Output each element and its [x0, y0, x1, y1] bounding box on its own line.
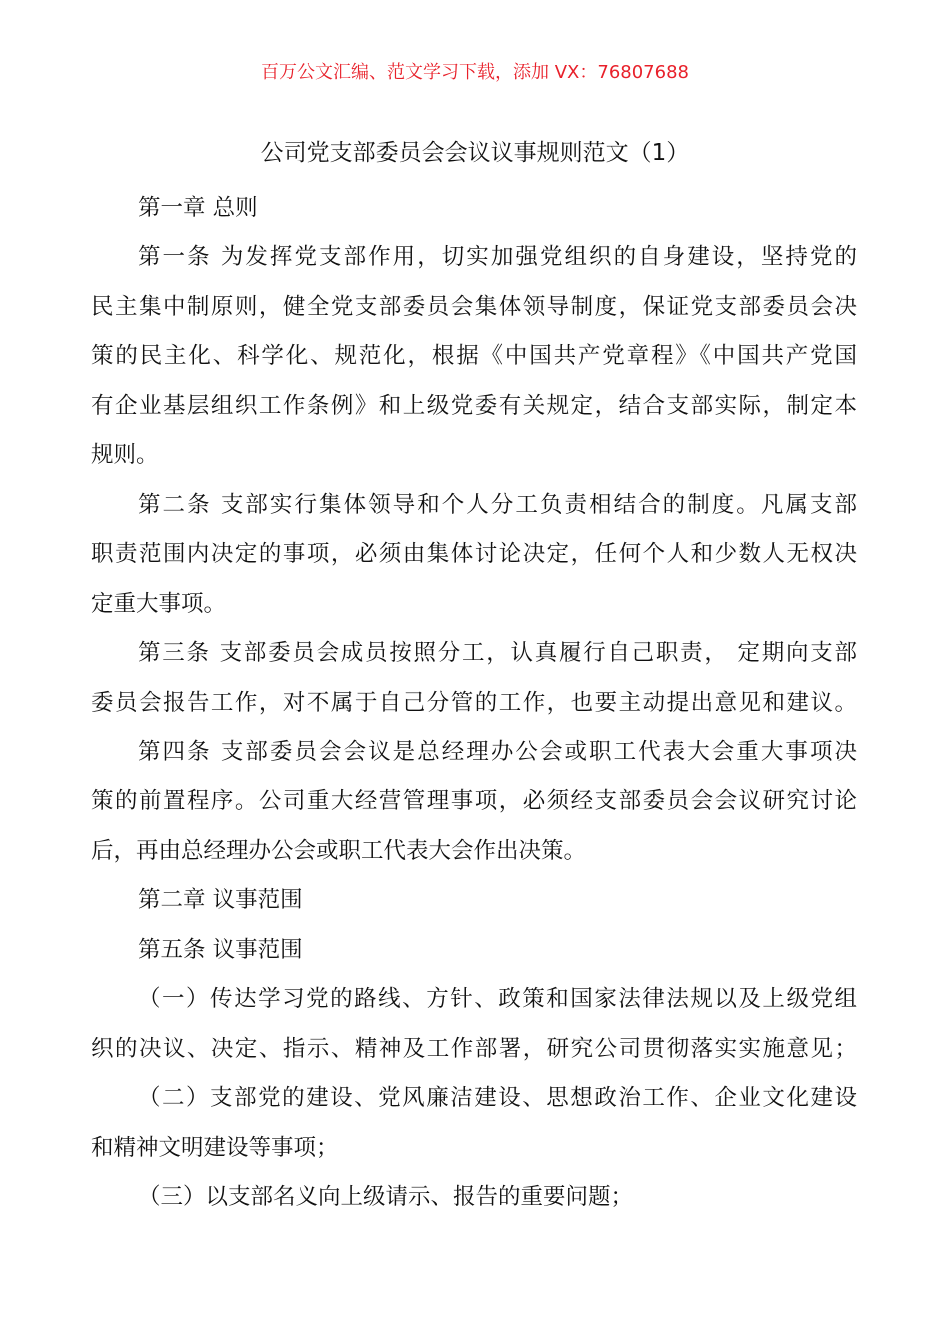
- document-title: 公司党支部委员会会议议事规则范文（1）: [260, 140, 690, 166]
- text-line: （二）支部党的建设、党风廉洁建设、思想政治工作、企业文化建设: [138, 1085, 857, 1112]
- text-line: 第二条 支部实行集体领导和个人分工负责相结合的制度。凡属支部: [138, 491, 857, 518]
- text-line: 策的前置程序。公司重大经营管理事项，必须经支部委员会会议研究讨论: [91, 788, 857, 815]
- text-line: 定重大事项。: [91, 590, 227, 617]
- text-line: （三）以支部名义向上级请示、报告的重要问题；: [138, 1184, 634, 1210]
- text-line: 第四条 支部委员会会议是总经理办公会或职工代表大会重大事项决: [138, 738, 857, 765]
- text-line: 第五条 议事范围: [138, 936, 303, 963]
- text-line: （一）传达学习党的路线、方针、政策和国家法律法规以及上级党组: [138, 986, 857, 1013]
- watermark-header: 百万公文汇编、范文学习下载，添加 VX：76807688: [261, 62, 689, 83]
- text-line: 后，再由总经理办公会或职工代表大会作出决策。: [91, 837, 587, 864]
- text-line: 第一章 总则: [138, 195, 258, 221]
- text-line: 第一条 为发挥党支部作用，切实加强党组织的自身建设，坚持党的: [138, 244, 857, 271]
- text-line: 和精神文明建设等事项；: [91, 1134, 339, 1161]
- text-line: 织的决议、决定、指示、精神及工作部署，研究公司贯彻落实实施意见；: [91, 1035, 857, 1062]
- text-line: 职责范围内决定的事项，必须由集体讨论决定，任何个人和少数人无权决: [91, 541, 857, 568]
- text-line: 策的民主化、科学化、规范化，根据《中国共产党章程》《中国共产党国: [91, 343, 857, 370]
- text-line: 委员会报告工作，对不属于自己分管的工作，也要主动提出意见和建议。: [91, 689, 857, 716]
- text-line: 民主集中制原则，健全党支部委员会集体领导制度，保证党支部委员会决: [91, 293, 857, 320]
- text-line: 第二章 议事范围: [138, 887, 303, 914]
- text-line: 有企业基层组织工作条例》和上级党委有关规定，结合支部实际，制定本: [91, 392, 857, 419]
- text-line: 规则。: [91, 442, 159, 469]
- text-line: 第三条 支部委员会成员按照分工，认真履行自己职责， 定期向支部: [138, 640, 857, 667]
